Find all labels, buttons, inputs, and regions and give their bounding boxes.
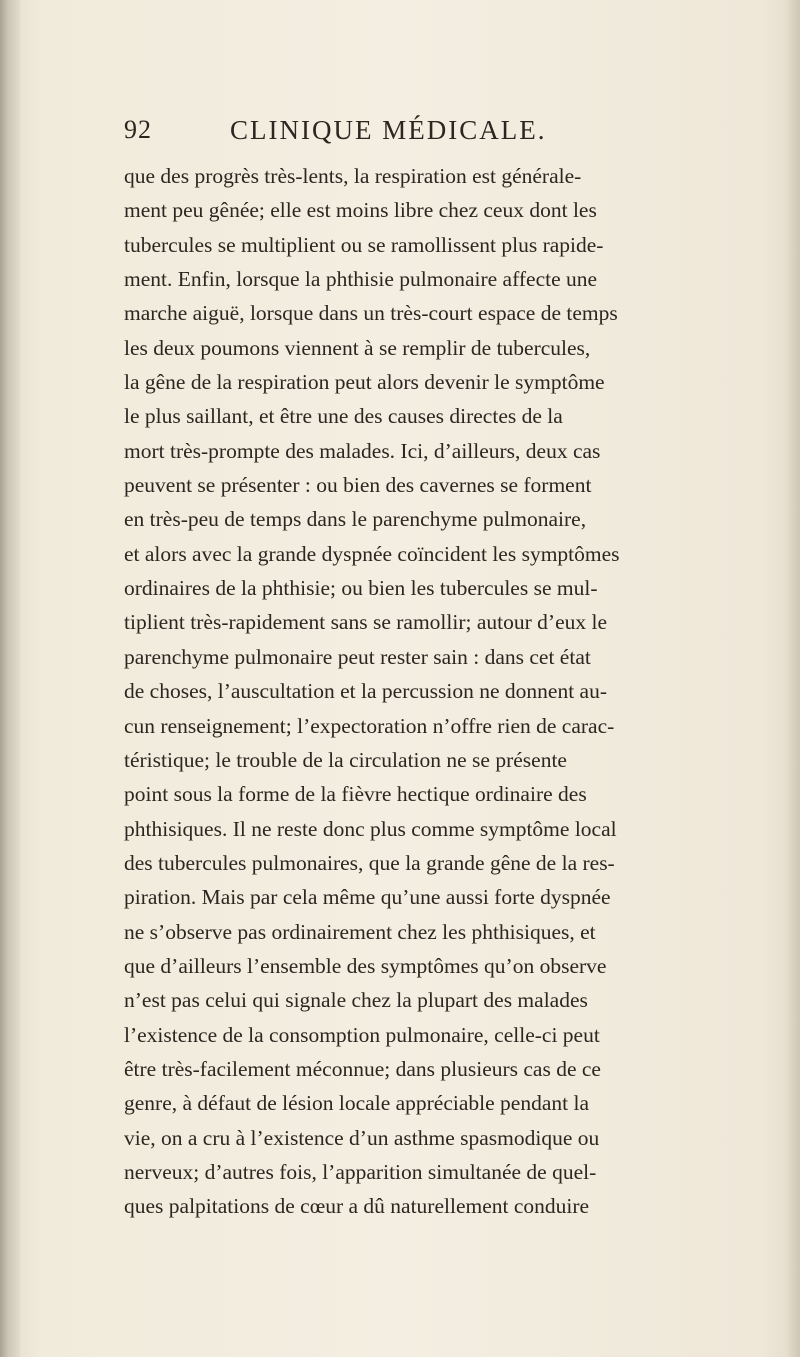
page-header [124,115,684,155]
text-line: être très-facilement méconnue; dans plusieurs cas de ce [124,1056,601,1081]
text-line: les deux poumons viennent à se remplir de tubercules, [124,335,591,360]
text-line: que d’ailleurs l’ensemble des symptômes qu’on observe [124,953,607,978]
text-line: marche aiguë, lorsque dans un très-court espace de temps [124,301,618,326]
text-line: ment. Enfin, lorsque la phthisie pulmonaire affecte une [124,267,598,292]
text-line: n’est pas celui qui signale chez la plupart des malades [124,988,588,1013]
text-line: et alors avec la grande dyspnée coïncident les symptômes [124,541,620,566]
text-line: des tubercules pulmonaires, que la grande gêne de la res- [124,850,615,875]
text-line: téristique; le trouble de la circulation ne se présente [124,747,567,772]
text-line: peuvent se présenter : ou bien des cavernes se forment [124,473,592,498]
text-line: vie, on a cru à l’existence d’un asthme spasmodique ou [124,1125,600,1150]
page-number: 92 [124,115,152,144]
text-line: phthisiques. Il ne reste donc plus comme symptôme local [124,816,617,841]
text-line: ques palpitations de cœur a dû naturellement conduire [124,1194,590,1219]
text-line: point sous la forme de la fièvre hectique ordinaire des [124,782,587,807]
running-title: CLINIQUE MÉDICALE. [230,115,547,145]
text-line: ordinaires de la phthisie; ou bien les tubercules se mul- [124,576,598,601]
text-line: cun renseignement; l’expectoration n’offre rien de carac- [124,713,615,738]
page-binding-shadow [0,0,20,1357]
text-line: ment peu gênée; elle est moins libre chez ceux dont les [124,198,597,223]
text-line: nerveux; d’autres fois, l’apparition simultanée de quel- [124,1159,597,1184]
text-line: que des progrès très-lents, la respiration est générale- [124,164,582,188]
text-line: genre, à défaut de lésion locale appréciable pendant la [124,1091,590,1116]
body-text [124,159,794,1224]
text-line: ne s’observe pas ordinairement chez les phthisiques, et [124,919,596,944]
text-line: l’existence de la consomption pulmonaire, celle-ci peut [124,1022,600,1047]
text-line: tubercules se multiplient ou se ramollissent plus rapide- [124,232,604,257]
text-line: le plus saillant, et être une des causes directes de la [124,404,563,429]
text-line: la gêne de la respiration peut alors devenir le symptôme [124,370,605,395]
text-line: parenchyme pulmonaire peut rester sain : dans cet état [124,644,591,669]
text-line: tiplient très-rapidement sans se ramollir; autour d’eux le [124,610,608,635]
text-line: de choses, l’auscultation et la percussion ne donnent au- [124,679,608,704]
text-line: en très-peu de temps dans le parenchyme pulmonaire, [124,507,587,532]
text-line: mort très-prompte des malades. Ici, d’ailleurs, deux cas [124,438,601,463]
text-line: piration. Mais par cela même qu’une aussi forte dyspnée [124,885,611,910]
